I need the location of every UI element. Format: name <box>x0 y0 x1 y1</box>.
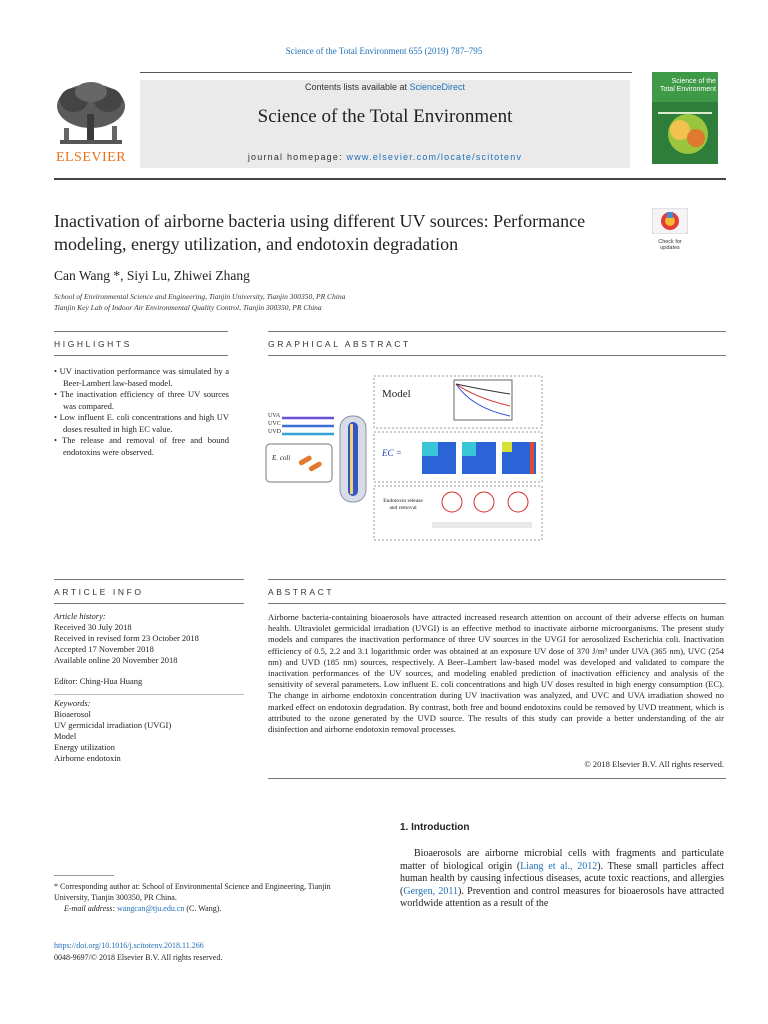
ga-endotoxin-label <box>378 498 428 512</box>
introduction-text <box>400 848 724 911</box>
crossmark-icon <box>652 208 688 234</box>
elsevier-wordmark: ELSEVIER <box>55 150 127 165</box>
journal-name: Science of the Total Environment <box>257 106 513 127</box>
cover-title <box>656 78 716 94</box>
footnote-rule <box>54 875 114 876</box>
keyword-item: Energy utilization <box>54 742 115 752</box>
footnote-text: * Corresponding author at: School of Environmental Science and Engineering, Tianjin University, Tianjin 300350, PR China. <box>54 882 331 902</box>
intro-text-part: ). Prevention and control measures for bioaerosols have attracted worldwide attention as a result of the <box>400 885 724 909</box>
keywords-divider <box>54 694 244 695</box>
authors: Can Wang *, Siyi Lu, Zhiwei Zhang <box>54 268 250 283</box>
article-info-heading: ARTICLE INFO <box>54 587 144 597</box>
ga-uvc-label: UVC <box>268 421 281 427</box>
highlight-item: • Low influent E. coli concentrations and high UV doses resulted in high EC value. <box>54 412 229 435</box>
highlights-rule-bottom <box>54 355 228 356</box>
sciencedirect-link[interactable]: ScienceDirect <box>409 82 466 92</box>
accepted-date: Accepted 17 November 2018 <box>54 644 154 654</box>
highlights-heading: HIGHLIGHTS <box>54 339 132 349</box>
abstract-heading: ABSTRACT <box>268 587 335 597</box>
check-for-updates-button[interactable] <box>652 208 688 251</box>
ga-ec-formula: EC = <box>382 448 402 458</box>
article-history <box>54 611 244 666</box>
highlight-item: • UV inactivation performance was simulated by a Beer-Lambert law-based model. <box>54 366 229 389</box>
corresponding-author-footnote <box>54 881 364 914</box>
citation-link[interactable]: Liang et al., 2012 <box>520 860 598 872</box>
footnote-email-line <box>54 903 364 914</box>
ga-endotoxin-line2: and removal <box>389 505 417 511</box>
doi-link[interactable]: https://doi.org/10.1016/j.scitotenv.2018.11.266 <box>54 941 204 950</box>
journal-reference[interactable]: Science of the Total Environment 655 (2019) 787–795 <box>285 46 483 56</box>
keywords-label: Keywords: <box>54 698 91 708</box>
journal-cover[interactable] <box>652 72 718 164</box>
contents-prefix: Contents lists available at <box>304 82 410 92</box>
email-label: E-mail address: <box>64 904 118 913</box>
highlight-item: • The inactivation efficiency of three UV sources was compared. <box>54 389 229 412</box>
intro-text-part: ). These small particles affect human health by causing infectious diseases, acute toxic reactions, and allergies ( <box>400 860 724 897</box>
highlights-rule <box>54 331 228 332</box>
footer-doi-block <box>54 940 222 964</box>
graphical-abstract-figure[interactable] <box>262 372 545 542</box>
cover-title-line1: Science of the <box>671 78 716 85</box>
email-suffix: (C. Wang). <box>184 904 222 913</box>
abstract-text: Airborne bacteria-containing bioaerosols have attracted increased research attention on account of their adverse effects on human health. Ultraviolet germicidal irradiation (UVGI) is an effective method to inactivate airborne microorganisms. The present study models and compares the inactivation performance of three UV sources in the UVGI for aerosolized Escherichia coli. Inactivation efficiency of 0.5, 2.2 and 3.1 logarithmic order was obtained at an exposure UV dose of 370 J/m³ under UVA (365 nm), UVC (254 nm) and UVD (185 nm) sources, respectively. A Beer–Lambert law-based model was developed and validated to compare the inactivation performances of the UV sources, and modeling enabled prediction of inactivation efficiency and analysis of the sensitivity of several parameters. Low influent E. coli concentrations and high UV doses resulted in high energy consumption (EC). The change in airborne endotoxin concentration during UV inactivation was analyzed, and UVC and UVA irradiation showed no marked effect on endotoxin degradation. By contrast, both free and bound endotoxins could be removed by UVD treatment, which is attributed to the ozone generated by the UVD source. The results of this study can provide a better understanding of the air disinfection and airborne endotoxin removal processes. <box>268 612 724 735</box>
ga-ecoli-label: E. coli <box>272 454 291 462</box>
introduction-heading: 1. Introduction <box>400 822 470 833</box>
ga-uvd-label: UVD <box>268 429 281 435</box>
abstract-rule-bottom <box>268 603 726 604</box>
citation-link[interactable]: Gergen, 2011 <box>403 885 459 897</box>
ga-uva-label: UVA <box>268 413 281 419</box>
ga-model-label: Model <box>382 388 411 400</box>
homepage-link[interactable]: www.elsevier.com/locate/scitotenv <box>346 152 523 162</box>
graphical-abstract-rule-bottom <box>268 355 726 356</box>
graphical-abstract-rule <box>268 331 726 332</box>
highlight-item: • The release and removal of free and bound endotoxins were observed. <box>54 435 229 458</box>
keyword-item: Bioaerosol <box>54 709 91 719</box>
abstract-rule <box>268 579 726 580</box>
crossmark-line2: updates <box>660 245 680 251</box>
issn-line: 0048-9697/© 2018 Elsevier B.V. All rights reserved. <box>54 953 223 962</box>
highlights-list <box>54 366 229 458</box>
ga-uv-labels <box>268 412 281 436</box>
keyword-item: Airborne endotoxin <box>54 753 121 763</box>
homepage-line <box>140 152 630 162</box>
email-link[interactable]: wangcan@tju.edu.cn <box>117 904 185 913</box>
editor: Editor: Ching-Hua Huang <box>54 676 143 686</box>
history-label: Article history: <box>54 611 106 621</box>
affiliation-1: School of Environmental Science and Engineering, Tianjin University, Tianjin 300350, PR China <box>54 292 346 301</box>
keywords-block <box>54 698 244 764</box>
header-bottom-rule <box>54 178 726 180</box>
header-top-rule <box>140 72 632 73</box>
received-date: Received 30 July 2018 <box>54 622 132 632</box>
keyword-item: UV germicidal irradiation (UVGI) <box>54 720 172 730</box>
intro-text-part: Bioaerosols are airborne microbial cells with fragments and particulate matter of biological origin ( <box>400 848 724 872</box>
article-info-rule <box>54 579 244 580</box>
contents-line <box>140 82 630 92</box>
graphical-abstract-heading: GRAPHICAL ABSTRACT <box>268 339 411 349</box>
homepage-prefix: journal homepage: <box>247 152 347 162</box>
online-date: Available online 20 November 2018 <box>54 655 178 665</box>
elsevier-logo[interactable] <box>50 78 132 166</box>
article-title: Inactivation of airborne bacteria using different UV sources: Performance modeling, energy utilization, and endotoxin degradation <box>54 211 586 254</box>
abstract-copyright: © 2018 Elsevier B.V. All rights reserved. <box>584 759 724 769</box>
crossmark-line1: Check for <box>658 239 682 245</box>
abstract-end-rule <box>268 778 726 779</box>
ga-endotoxin-line1: Endotoxin release <box>383 498 423 504</box>
affiliation-2: Tianjin Key Lab of Indoor Air Environmental Quality Control, Tianjin 300350, PR China <box>54 303 322 312</box>
keyword-item: Model <box>54 731 77 741</box>
cover-title-line2: Total Environment <box>659 86 716 93</box>
article-info-rule-bottom <box>54 603 244 604</box>
revised-date: Received in revised form 23 October 2018 <box>54 633 199 643</box>
